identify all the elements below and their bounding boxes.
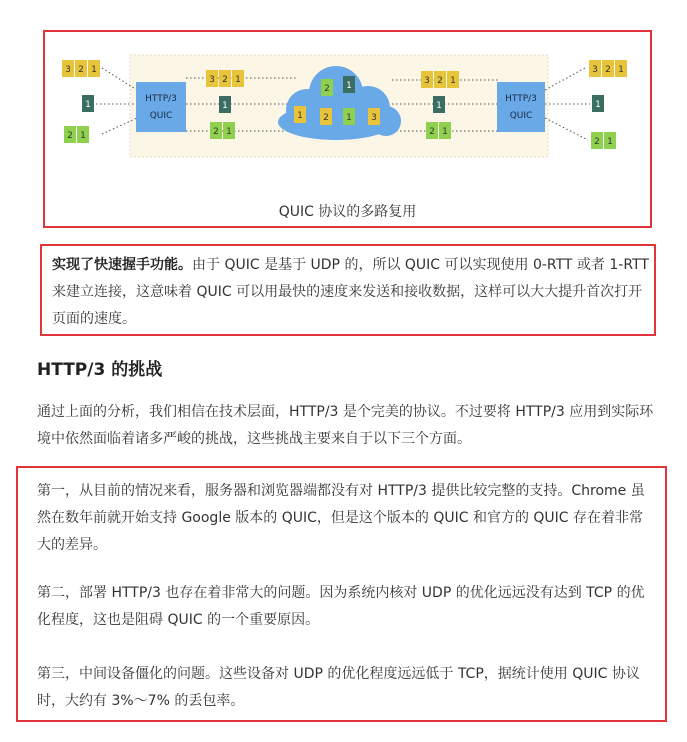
section-heading: HTTP/3 的挑战 (37, 360, 163, 380)
paragraph-fast-handshake (52, 252, 652, 333)
quic-multiplexing-diagram (0, 0, 687, 200)
svg-text:2: 2 (429, 127, 435, 137)
svg-text:3: 3 (592, 65, 598, 75)
svg-text:1: 1 (346, 81, 352, 91)
svg-text:1: 1 (607, 137, 613, 147)
svg-text:3: 3 (65, 65, 71, 75)
left-http3-box (136, 82, 186, 132)
svg-text:1: 1 (85, 100, 91, 110)
paragraph-challenge-1: 第一，从目前的情况来看，服务器和浏览器端都没有对 HTTP/3 提供比较完整的支持。Chrome 虽然在数年前就开始支持 Google 版本的 QUIC，但是这个版本的 QUIC 和官方的 QUIC 存在着非常大的差异。 (37, 483, 645, 553)
paragraph-challenge-2: 第二，部署 HTTP/3 也存在着非常大的问题。因为系统内核对 UDP 的优化远远没有达到 TCP 的优化程度，这也是阻碍 QUIC 的一个重要原因。 (37, 585, 645, 628)
paragraph-challenge-3: 第三，中间设备僵化的问题。这些设备对 UDP 的优化程度远远低于 TCP，据统计使用 QUIC 协议时，大约有 3%～7% 的丢包率。 (37, 666, 640, 709)
svg-text:2: 2 (605, 65, 611, 75)
right-box-label-1: HTTP/3 (505, 94, 537, 104)
paragraph-intro: 通过上面的分析，我们相信在技术层面，HTTP/3 是个完美的协议。不过要将 HTTP/3 应用到实际环境中依然面临着诸多严峻的挑战，这些挑战主要来自于以下三个方面。 (37, 404, 654, 447)
svg-text:2: 2 (437, 76, 443, 86)
left-box-label-2: QUIC (149, 111, 173, 121)
svg-text:1: 1 (618, 65, 624, 75)
svg-text:3: 3 (209, 75, 215, 85)
svg-text:2: 2 (222, 75, 228, 85)
svg-text:1: 1 (346, 113, 352, 123)
svg-text:2: 2 (324, 84, 330, 94)
left-box-label-1: HTTP/3 (145, 94, 177, 104)
right-http3-box (497, 82, 545, 132)
svg-text:1: 1 (450, 76, 456, 86)
svg-text:1: 1 (442, 127, 448, 137)
diagram-caption: QUIC 协议的多路复用 (278, 204, 417, 220)
paragraph-bold-lead: 实现了快速握手功能。 (52, 257, 192, 273)
svg-text:3: 3 (424, 76, 430, 86)
svg-text:1: 1 (235, 75, 241, 85)
svg-text:1: 1 (80, 131, 86, 141)
svg-text:2: 2 (67, 131, 73, 141)
svg-text:2: 2 (594, 137, 600, 147)
svg-text:1: 1 (595, 100, 601, 110)
svg-text:1: 1 (297, 111, 303, 121)
svg-text:2: 2 (78, 65, 84, 75)
svg-text:1: 1 (222, 101, 228, 111)
svg-text:2: 2 (323, 113, 329, 123)
right-box-label-2: QUIC (509, 111, 533, 121)
svg-text:1: 1 (436, 101, 442, 111)
paragraph-body: 由于 QUIC 是基于 UDP 的，所以 QUIC 可以实现使用 0-RTT 或者 1-RTT 来建立连接，这意味着 QUIC 可以用最快的速度来发送和接收数据，这样可以大大提升首次打开页面的速度。 (52, 257, 649, 327)
svg-text:1: 1 (226, 127, 232, 137)
svg-text:3: 3 (371, 113, 377, 123)
svg-text:2: 2 (213, 127, 219, 137)
svg-text:1: 1 (91, 65, 97, 75)
